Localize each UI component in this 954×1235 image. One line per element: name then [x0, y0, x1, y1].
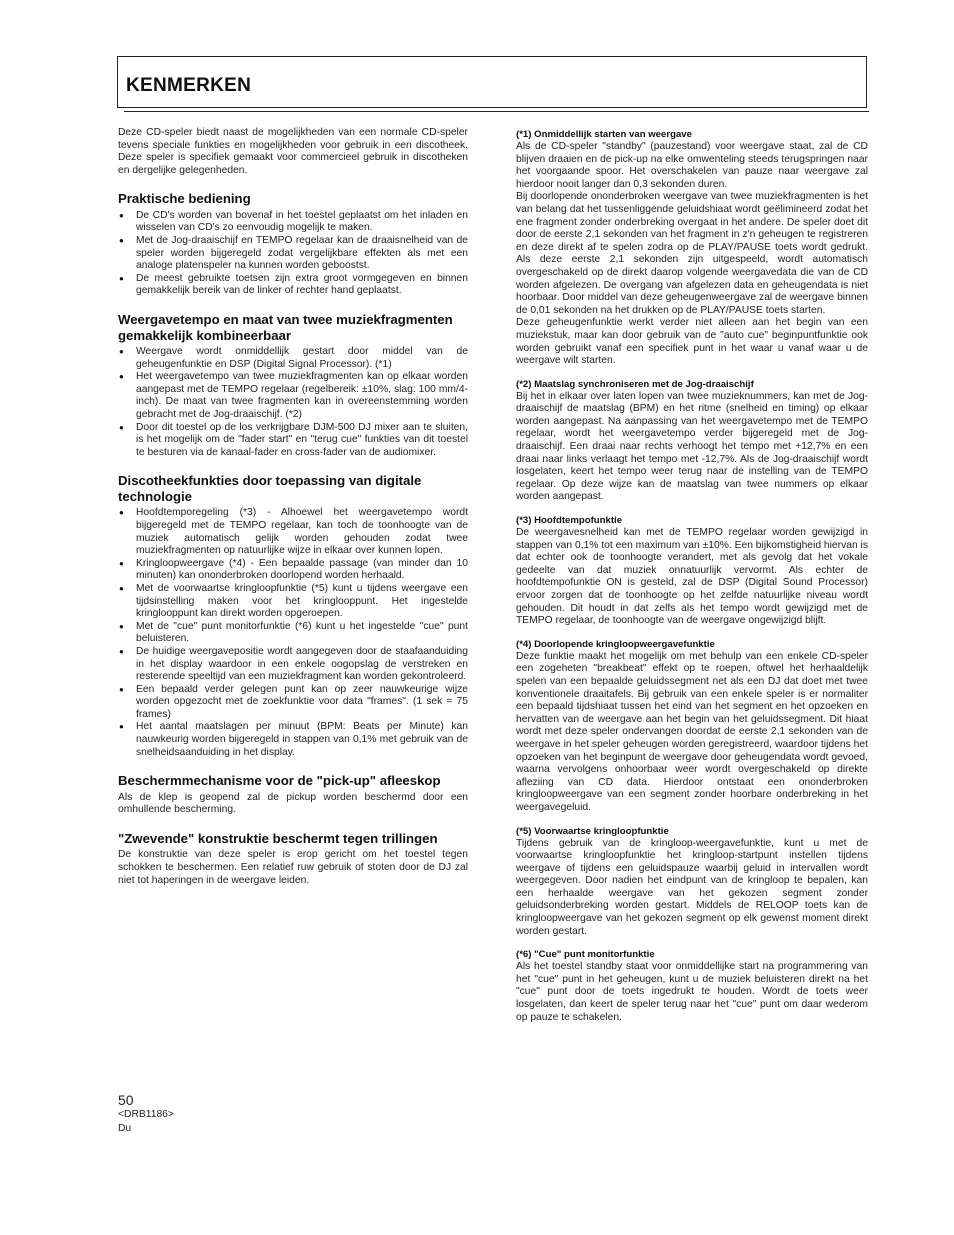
bullet-item: ● Met de voorwaartse kringloopfunktie (*5) kunt u tijdens weergave een tijdsinstelling maken voor het kringlooppunt. Het ingestelde kringlooppunt kan direkt worden opgeroepen.	[118, 583, 468, 621]
title-rule	[124, 111, 869, 113]
page-title: KENMERKEN	[126, 75, 252, 96]
bullet-item: ● Weergave wordt onmiddellijk gestart door middel van de geheugenfunktie en DSP (Digital Signal Processor). (*1)	[118, 346, 468, 371]
bullet-item: ● Kringloopweergave (*4) - Een bepaalde passage (van minder dan 10 minuten) kan ononderbroken doorlopend worden herhaald.	[118, 558, 468, 583]
section-paragraph: De konstruktie van deze speler is erop gericht om het toestel tegen schokken te beschermen. Een relatief ruw gebruik of stoten door de DJ zal niet tot haperingen in de weergave leiden.	[118, 849, 468, 886]
title-box	[117, 56, 867, 108]
note-paragraph: Deze funktie maakt het mogelijk om met behulp van een enkele CD-speler een zogeheten "breakbeat" effekt op te roepen, oftwel het herhaaldelijk spelen van een bepaalde geluidssegment net als een DJ dat doet met twee konventionele draaitafels. Bij gebruik van een enkele speler is er normaliter een bepaald tijdshiaat tussen het eind van het segment en het opzoeken en hervatten van de weergave aan het begin van het geluidssegment. Dit hiaat wordt met deze speler ondervangen doordat de eerste 2,1 sekonden van de weergave in het speler geheugen worden geregistreerd, waardoor tijdens het opzoeken van het beginpunt de weergave door geheugendata wordt gevoed, waarna vervolgens onhoorbaar weer wordt overgeschakeld op direkte afleziing van CD data. Hierdoor ontstaat een ononderbroken kringloopweergave van een segment zonder hoorbare onderbreking in het weergavegeluid.	[516, 650, 868, 813]
page-footer	[118, 1092, 174, 1135]
bullet-item: ● Het weergavetempo van twee muziekfragmenten kan op elkaar worden aangepast met de TEMPO regelaar (regelbereik: ±10%, slag: 100 mm/4-inch). De maat van twee fragmenten kan in overeenstemming worden gebracht met de Jog-draaischijf. (*2)	[118, 371, 468, 421]
note-paragraph: De weergavesnelheid kan met de TEMPO regelaar worden gewijzigd in stappen van 0,1% tot een maximum van ±10%. Een bijkomstigheid hiervan is dat echter ook de toonhoogte verandert, met als gevolg dat het vokale gedeelte van dat muziek onnatuurlijk vervormt. Als echter de hoofdtempofunktie ON is gesteld, zal de DSP (Digital Sound Processor) ervoor zorgen dat de toonhoogte op het zelfde natuurlijke niveau wordt gehouden. Dit houdt in dat zelfs als het tempo wordt gewijzigd met de TEMPO regelaar, de toonhoogte van de weergave ongewijzigd blijft.	[516, 527, 868, 627]
bullet-list	[118, 210, 468, 298]
section-heading: "Zwevende" konstruktie beschermt tegen trillingen	[118, 830, 438, 846]
note-heading: (*3) Hoofdtempofunktie	[516, 515, 623, 527]
section-heading: Discotheekfunkties door toepassing van digitale technologie	[118, 473, 422, 504]
bullet-item: ● Een bepaald verder gelegen punt kan op zeer nauwkeurige wijze worden opgezocht met de zoekfunktie voor data "frames". (1 sek = 75 frames)	[118, 684, 468, 722]
bullet-item: ● De huidige weergavepositie wordt aangegeven door de staafaanduiding in het display waardoor in een enkele oogopslag de verstreken en resterende speeltijd van een muziekfragment kan worden gekontroleerd.	[118, 646, 468, 684]
bullet-item: ● Het aantal maatslagen per minuut (BPM: Beats per Minute) kan nauwkeurig worden bijgeregeld in stappen van 0,1% met gebruik van de snelheidsaanduiding in het display.	[118, 721, 468, 759]
note-heading: (*1) Onmiddellijk starten van weergave	[516, 129, 692, 140]
note-heading: (*5) Voorwaartse kringloopfunktie	[516, 825, 669, 837]
bullet-item: ● Door dit toestel op de los verkrijgbare DJM-500 DJ mixer aan te sluiten, is het mogelijk om de "fader start" en "terug cue" funkties van dit toestel te besturen via de kanaal-fader en cross-fader van de audiomixer.	[118, 422, 468, 460]
note-heading: (*2) Maatslag synchroniseren met de Jog-draaischijf	[516, 378, 754, 390]
bullet-list	[118, 346, 468, 459]
section-paragraph: Als de klep is geopend zal de pickup worden beschermd door een omhullende bescherming.	[118, 791, 468, 816]
bullet-item: ● De meest gebruikte toetsen zijn extra groot vormgegeven en binnen gemakkelijk bereik van de linker of rechter hand geplaatst.	[118, 273, 468, 298]
left-column	[118, 127, 468, 887]
note-heading: (*6) "Cue" punt monitorfunktie	[516, 949, 655, 961]
note-paragraph: Bij het in elkaar over laten lopen van twee muzieknummers, kan met de Jog-draaischijf de maatslag (BPM) en het ritme (snelheid en timing) op elkaar worden aangepast. Na aanpassing van het weergavetempo met de TEMPO regelaar, wordt het weergavetempo verder bijgeregeld met de Jog-draaischijf. Een draai naar rechts verhoogt het tempo met +12,7% en een draai naar links verlaagt het tempo met -12,7%. Als de Jog-draaischijf wordt losgelaten, keert het tempo weer terug naar de instelling van de TEMPO regelaar. Op deze wijze kan de maatslag van twee nummers op elkaar worden aangepast.	[516, 390, 868, 503]
section-heading: Beschermmechanisme voor de "pick-up" afleeskop	[118, 773, 441, 789]
section-heading: Weergavetempo en maat van twee muziekfragmenten gemakkelijk kombineerbaar	[118, 312, 453, 343]
language-code: Du	[118, 1122, 132, 1134]
doc-code: <DRB1186>	[118, 1109, 174, 1120]
intro-paragraph: Deze CD-speler biedt naast de mogelijkheden van een normale CD-speler tevens speciale funkties en mogelijkheden voor gebruik in een discotheek. Deze speler is specifiek gemaakt voor commercieel gebruik in discotheken en dergelijke gelegenheden.	[118, 127, 468, 176]
section-heading: Praktische bediening	[118, 191, 251, 207]
bullet-item: ● Met de Jog-draaischijf en TEMPO regelaar kan de draaisnelheid van de speler worden bijgeregeld zodat vergelijkbare effekten als met een analoge platenspeler na kunnen worden geboostst.	[118, 235, 468, 273]
note-paragraph: Als de CD-speler "standby" (pauzestand) voor weergave staat, zal de CD blijven draaien en de pick-up na elke omwenteling steeds terugspringen naar het voorgaande spoor. Het overschakelen van pauze naar weergave zal hierdoor nooit langer dan 0,3 sekonden duren.	[516, 141, 868, 190]
bullet-item: ● De CD's worden van bovenaf in het toestel geplaatst om het inladen en wisselen van CD's zo eenvoudig mogelijk te maken.	[118, 210, 468, 235]
note-paragraph: Deze geheugenfunktie werkt verder niet alleen aan het begin van een muziekstuk, maar kan door gebruik van de "auto cue" beginpuntfunktie ook worden gebruikt vanaf een specifiek punt in het waar u vanaf waar u de weergave wilt starten.	[516, 317, 868, 367]
note-paragraph: Bij doorlopende ononderbroken weergave van twee muziekfragmenten is het van belang dat het tussenliggende geluidshiaat wordt geëlimineerd zodat het ene fragment zonder onderbreking overgaat in het andere. De speler doet dit door de eerste 2,1 sekonden van het fragment in z'n geheugen te registreren en deze direkt af te spelen zodra op de PLAY/PAUSE toets wordt gedrukt. Als deze eerste 2,1 sekonden zijn uitgespeeld, wordt automatisch overgeschakeld op de direkt daarop volgende weergavedata die van de CD worden afgelezen. De overgang van afgelezen data en geheugendata is niet hoorbaar. Door middel van deze geheugenweergave zal de weergave binnen de 0,01 sekonden na het drukken op de PLAY/PAUSE toets starten.	[516, 191, 868, 316]
bullet-item: ● Hoofdtemporegeling (*3) - Alhoewel het weergavetempo wordt bijgeregeld met de TEMPO regelaar, kan toch de toonhoogte van de muziek automatisch gelijk worden gehouden zodat twee muziekfragmenten op natuurlijke wijze in elkaar over kunnen lopen.	[118, 507, 468, 557]
note-heading: (*4) Doorlopende kringloopweergavefunktie	[516, 638, 715, 650]
bullet-list	[118, 507, 468, 759]
bullet-item: ● Met de "cue" punt monitorfunktie (*6) kunt u het ingestelde "cue" punt beluisteren.	[118, 621, 468, 646]
page-number: 50	[118, 1092, 134, 1108]
note-paragraph: Tijdens gebruik van de kringloop-weergavefunktie, kunt u met de voorwaartse kringloopfunktie het kringloop-startpunt instellen tijdens weergave of tijdens een geluidspauze waarbij geluid in intervallen wordt weergegeven. Door nadien het eindpunt van de kringloop te bepalen, kan een herhaalde weergave van het gekozen segment zonder geluidsonderbreking worden gestart. Middels de RELOOP toets kan de kringloopweergave van het gekozen segment op elk gewenst moment direkt worden gestart.	[516, 837, 868, 937]
note-paragraph: Als het toestel standby staat voor onmiddellijke start na programmering van het "cue" punt in het geheugen, kunt u de muziek beluisteren direkt na het "cue" punt door de toets ingedrukt te houden. Wordt de toets weer losgelaten, dan keert de speler terug naar het "cue" punt om daar wederom op pauze te schakelen.	[516, 961, 868, 1023]
right-column	[516, 129, 868, 1024]
